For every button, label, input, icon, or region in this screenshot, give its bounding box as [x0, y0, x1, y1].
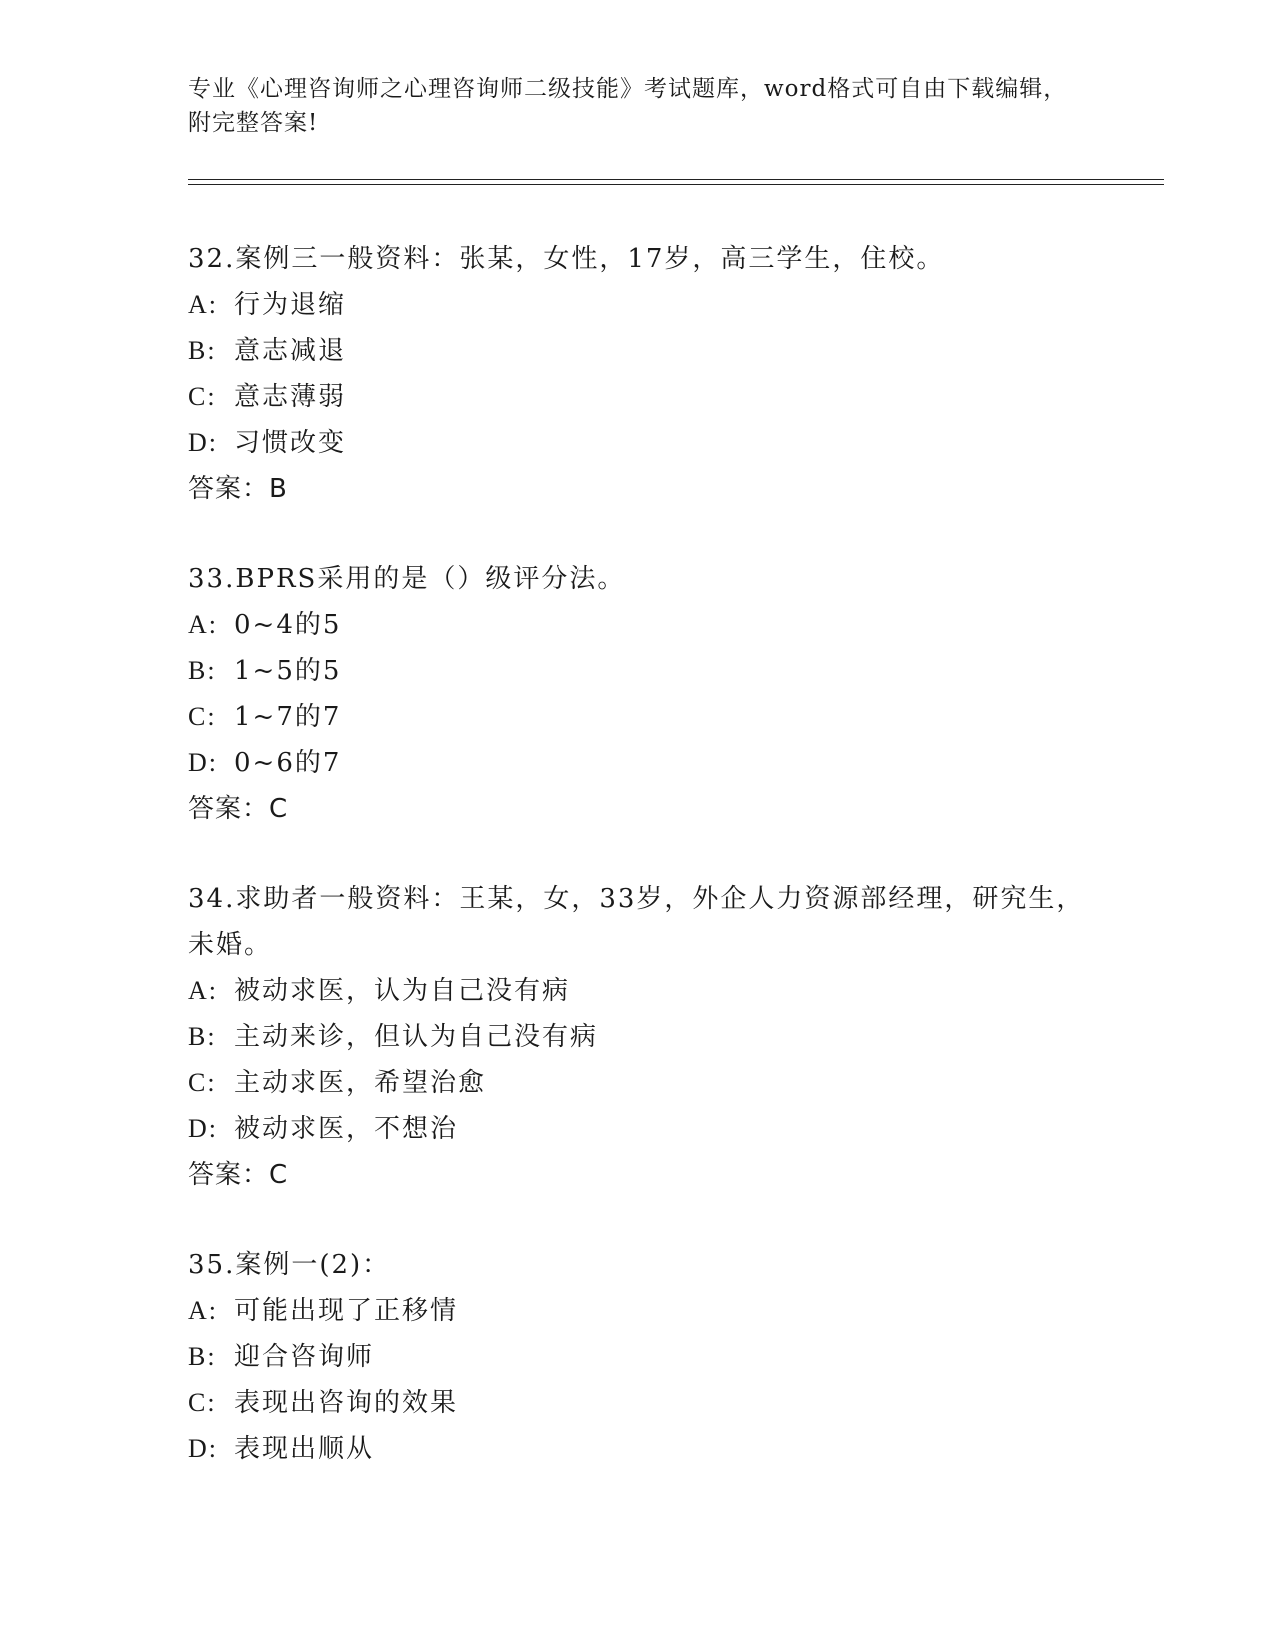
question-35 [188, 1242, 1128, 1472]
option-c [188, 1380, 1128, 1426]
question-stem: 33.BPRS采用的是（）级评分法。 [188, 564, 626, 594]
option-c [188, 374, 1128, 420]
option-a [188, 1288, 1128, 1334]
option-d [188, 420, 1128, 466]
option-text: 被动求医，认为自己没有病 [234, 976, 571, 1006]
option-letter: A: [188, 1296, 218, 1325]
option-text: 表现出咨询的效果 [234, 1388, 459, 1418]
option-b [188, 1334, 1128, 1380]
header-divider-bottom [188, 184, 1164, 185]
option-letter: A: [188, 976, 218, 1005]
document-header: 专业《心理咨询师之心理咨询师二级技能》考试题库，word格式可自由下载编辑，附完整答案! [188, 76, 1068, 136]
option-c [188, 694, 1128, 740]
option-letter: A: [188, 610, 218, 639]
answer-line: 答案：C [188, 794, 289, 824]
option-text: 0~4的5 [234, 610, 342, 640]
option-letter: D: [188, 428, 218, 457]
header-divider-top [188, 179, 1164, 180]
option-letter: D: [188, 1114, 218, 1143]
option-text: 主动来诊，但认为自己没有病 [234, 1022, 599, 1052]
option-text: 行为退缩 [234, 290, 347, 320]
option-text: 被动求医，不想治 [234, 1114, 459, 1144]
question-stem: 32.案例三一般资料：张某，女性，17岁，高三学生，住校。 [188, 244, 945, 274]
question-33 [188, 556, 1128, 832]
option-letter: C: [188, 1388, 217, 1417]
option-a [188, 282, 1128, 328]
question-stem: 34.求助者一般资料：王某，女，33岁，外企人力资源部经理，研究生，未婚。 [188, 884, 1085, 960]
option-a [188, 602, 1128, 648]
option-text: 习惯改变 [234, 428, 347, 458]
option-text: 意志薄弱 [234, 382, 347, 412]
option-text: 迎合咨询师 [234, 1342, 375, 1372]
option-text: 主动求医，希望治愈 [234, 1068, 487, 1098]
option-letter: B: [188, 336, 217, 365]
option-d [188, 740, 1128, 786]
option-text: 表现出顺从 [234, 1434, 375, 1464]
option-letter: C: [188, 702, 217, 731]
option-b [188, 328, 1128, 374]
option-letter: B: [188, 656, 217, 685]
option-letter: B: [188, 1342, 217, 1371]
question-34 [188, 876, 1128, 1198]
question-stem: 35.案例一(2)： [188, 1250, 391, 1280]
option-b [188, 1014, 1128, 1060]
option-text: 意志减退 [234, 336, 347, 366]
option-text: 1~7的7 [234, 702, 342, 732]
option-text: 0~6的7 [234, 748, 342, 778]
option-letter: C: [188, 1068, 217, 1097]
answer-line: 答案：C [188, 1160, 289, 1190]
option-d [188, 1106, 1128, 1152]
option-letter: A: [188, 290, 218, 319]
option-b [188, 648, 1128, 694]
option-text: 1~5的5 [234, 656, 342, 686]
answer-line: 答案：B [188, 474, 288, 504]
question-32 [188, 236, 1128, 512]
option-letter: C: [188, 382, 217, 411]
option-c [188, 1060, 1128, 1106]
option-letter: D: [188, 748, 218, 777]
option-d [188, 1426, 1128, 1472]
option-letter: D: [188, 1434, 218, 1463]
option-a [188, 968, 1128, 1014]
option-letter: B: [188, 1022, 217, 1051]
option-text: 可能出现了正移情 [234, 1296, 459, 1326]
